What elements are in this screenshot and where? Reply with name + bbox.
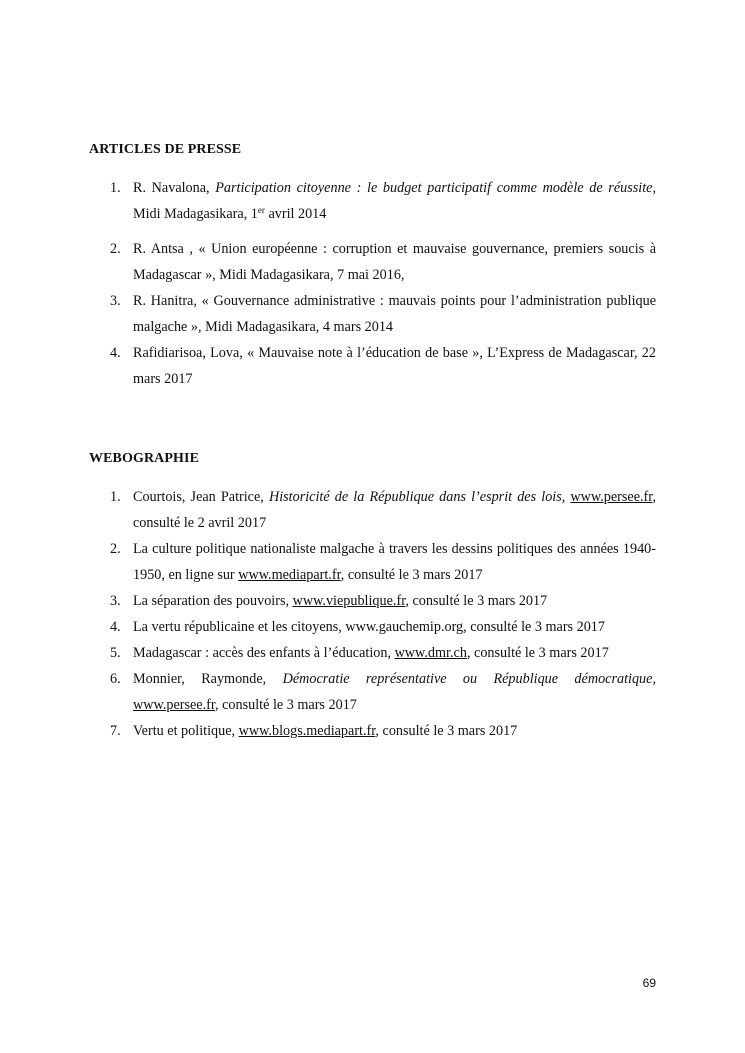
press-item-3: 3. R. Hanitra, « Gouvernance administrative : mauvais points pour l’administration publique malgache », Midi Madagasikara, 4 mars 2014 [110, 293, 656, 335]
web-item-5: 5. Madagascar : accès des enfants à l’éducation, www.dmr.ch, consulté le 3 mars 2017 [110, 645, 609, 661]
web-heading: WEBOGRAPHIE [89, 451, 200, 466]
web-item-7-link[interactable]: www.blogs.mediapart.fr [238, 723, 376, 739]
web-item-5-link[interactable]: www.dmr.ch [394, 645, 467, 661]
web-item-6: 6. Monnier, Raymonde, Démocratie représentative ou République démocratique, www.persee.fr, consulté le 3 mars 2017 [110, 671, 656, 713]
web-item-1-link[interactable]: www.persee.fr [570, 489, 653, 505]
press-item-1: 1. R. Navalona, Participation citoyenne : le budget participatif comme modèle de réussite, Midi Madagasikara, 1er avril 2014 [110, 180, 656, 222]
web-item-2-link[interactable]: www.mediapart.fr [238, 567, 341, 583]
web-item-6-link[interactable]: www.persee.fr [133, 697, 216, 713]
web-item-3: 3. La séparation des pouvoirs, www.viepublique.fr, consulté le 3 mars 2017 [110, 593, 548, 609]
press-item-4: 4. Rafidiarisoa, Lova, « Mauvaise note à l’éducation de base », L’Express de Madagascar, 22 mars 2017 [110, 345, 656, 387]
press-item-1-title: Participation citoyenne : le budget participatif comme modèle de réussite [215, 180, 653, 196]
web-item-2: 2. La culture politique nationaliste malgache à travers les dessins politiques des années 1940- 1950, en ligne sur www.mediapart.fr, consulté le 3 mars 2017 [110, 541, 656, 583]
web-list [89, 484, 656, 744]
web-item-7: 7. Vertu et politique, www.blogs.mediapart.fr, consulté le 3 mars 2017 [110, 723, 518, 739]
web-item-3-link[interactable]: www.viepublique.fr [292, 593, 406, 609]
press-heading: ARTICLES DE PRESSE [89, 142, 242, 157]
page-number: 69 [642, 976, 656, 990]
press-item-2: 2. R. Antsa , « Union européenne : corruption et mauvaise gouvernance, premiers soucis à Madagascar », Midi Madagasikara, 7 mai 2016, [110, 241, 656, 283]
web-item-4: 4. La vertu républicaine et les citoyens, www.gauchemip.org, consulté le 3 mars 2017 [110, 619, 605, 635]
press-list [89, 175, 656, 392]
web-item-1: 1. Courtois, Jean Patrice, Historicité de la République dans l’esprit des lois, www.persee.fr, consulté le 2 avril 2017 [110, 489, 656, 531]
